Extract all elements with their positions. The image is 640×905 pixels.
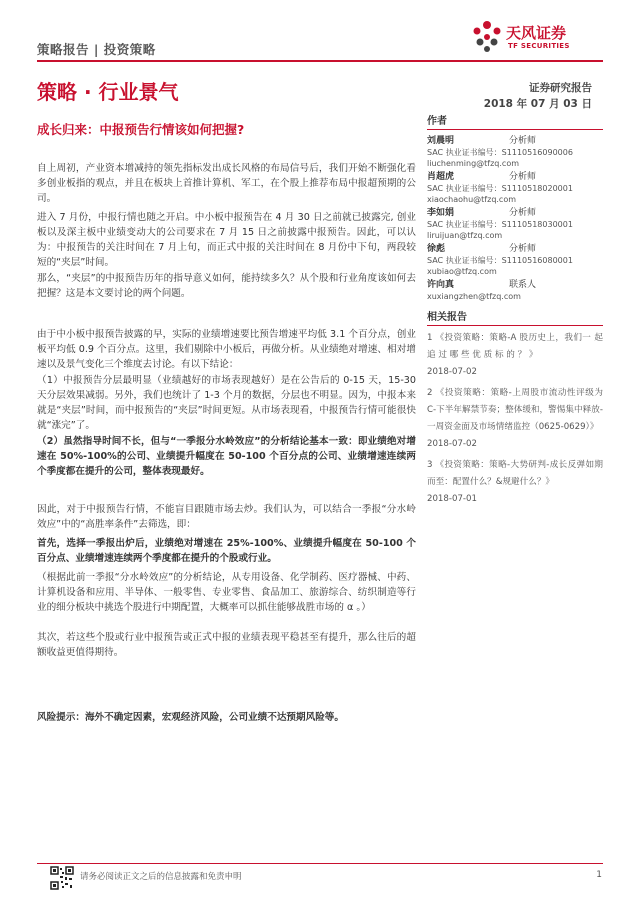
paragraph-first: 首先，选择一季报出炉后，业绩绝对增速在 25%-100%、业绩提升幅度在 50-100 个百分点、业绩增速连续两个季度都在提升的个股或行业。: [37, 538, 416, 564]
authors-section: [427, 112, 603, 310]
paragraph-industries: （根据此前一季报“分水岭效应”的分析结论，从专用设备、化学制药、医疗器械、中药、计算机设备和应用、半导体、一般零售、专业零售、食品加工、旅游综合、纺织制造等行业的细分板块中挑选个股进行中期配置，大概率可以抓住能够战胜市场的 α 。）: [37, 572, 416, 613]
related-report-title: 1 《投资策略：策略-A 股历史上，我们一 起 追 过 哪 些 优 质 标 的 ？ 》: [427, 333, 603, 360]
related-report-item[interactable]: [427, 330, 603, 381]
risk-label: 风险提示：: [37, 712, 85, 723]
author-role: 分析师: [509, 172, 537, 182]
footer-divider: [37, 863, 603, 864]
report-subtitle: 成长归来：中报预告行情该如何把握?: [37, 122, 245, 137]
risk-warning: [37, 709, 344, 723]
paragraph-intro: 自上周初，产业资本增减持的领先指标发出成长风格的布局信号后，我们开始不断强化看多创业板指的观点，并且在板块上首推计算机、军工，在个股上推荐布局中报超预期的公司。: [37, 163, 416, 204]
paragraph-july: 进入 7 月份，中报行情也随之开启。中小板中报预告在 4 月 30 日之前就已披露完, 创业板以及深主板中业绩变动大的公司要求在 7 月 15 日之前披露中报预告。因此，可以认为：中报预告的关注时间在 7 月上旬，而正式中报的关注时间在 8 月份中下旬，两段较短的“夹层”时间。: [37, 212, 416, 268]
author-item: [427, 244, 603, 280]
company-logo: [470, 20, 610, 60]
author-email[interactable]: liuchenming@tfzq.com: [427, 159, 519, 168]
disclaimer-notice: 请务必阅读正文之后的信息披露和免责申明: [80, 872, 242, 882]
related-report-item[interactable]: [427, 385, 603, 453]
author-cert: SAC 执业证书编号：S1110516080001: [427, 256, 573, 265]
author-role: 分析师: [509, 208, 537, 218]
author-cert: SAC 执业证书编号：S1110518020001: [427, 184, 573, 193]
paragraph-analysis: 由于中小板中报预告披露的早，实际的业绩增速要比预告增速平均低 3.1 个百分点，创业板平均低 0.9 个百分点。这里，我们剔除中小板后，再做分析。从业绩绝对增速、相对增速以及景气变化三个维度去讨论。有以下结论：: [37, 329, 416, 370]
author-cert: SAC 执业证书编号：S1110518030001: [427, 220, 573, 229]
author-item: [427, 136, 603, 172]
document-type: 证券研究报告: [529, 82, 592, 94]
author-email[interactable]: liruijuan@tfzq.com: [427, 231, 503, 240]
logo-mark-icon: [470, 20, 504, 54]
related-report-date: 2018-07-02: [427, 367, 477, 377]
qr-code-icon: [50, 866, 74, 890]
author-name: 许向真: [427, 280, 455, 290]
conclusion-1: （1）中报预告分层最明显（业绩越好的市场表现越好）是在公告后的 0-15 天，15-30 天分层效果减弱。另外，我们也统计了 1-3 个月的数据，分层也不明显。因为，中报本来就是“夹层”时间，而中报预告的“夹层”时间更短。从市场表现看，中报预告行情可能很快就“涨完”了。: [37, 375, 416, 431]
author-name: 李如娟: [427, 208, 455, 218]
report-category: 策略报告 | 投资策略: [37, 42, 156, 57]
header-divider: [37, 60, 603, 62]
author-role: 分析师: [509, 244, 537, 254]
author-name: 肖超虎: [427, 172, 455, 182]
related-report-date: 2018-07-02: [427, 439, 477, 449]
author-name: 徐彪: [427, 244, 446, 254]
related-report-title: 3 《投资策略：策略-大势研判-成长反弹如期而至：配置什么？&规避什么？》: [427, 460, 603, 487]
report-title: 策略 · 行业景气: [37, 80, 179, 104]
page-number: 1: [596, 870, 602, 880]
related-heading: 相关报告: [427, 312, 467, 323]
author-role: 联系人: [509, 280, 537, 290]
paragraph-second: 其次，若这些个股或行业中报预告或正式中报的业绩表现平稳甚至有提升，那么往后的超额收益更值得期待。: [37, 632, 416, 658]
author-email[interactable]: xiaochaohu@tfzq.com: [427, 195, 517, 204]
author-item: [427, 208, 603, 244]
paragraph-questions: 那么，“夹层”的中报预告历年的指导意义如何，能持续多久？从个股和行业角度该如何去把握？这是本文要讨论的两个问题。: [37, 273, 416, 299]
author-email[interactable]: xubiao@tfzq.com: [427, 267, 497, 276]
author-item: [427, 172, 603, 208]
paragraph-therefore: 因此，对于中报预告行情，不能盲目跟随市场去炒。我们认为，可以结合一季报“分水岭效应”中的“高胜率条件”去筛选，即：: [37, 504, 416, 530]
risk-text: 海外不确定因素，宏观经济风险，公司业绩不达预期风险等。: [84, 712, 344, 723]
author-email[interactable]: xuxiangzhen@tfzq.com: [427, 292, 521, 301]
logo-name-en: TF SECURITIES: [508, 42, 570, 50]
author-name: 刘晨明: [427, 136, 455, 146]
related-report-item[interactable]: [427, 457, 603, 508]
authors-heading: 作者: [427, 116, 447, 127]
author-cert: SAC 执业证书编号：S1110516090006: [427, 148, 573, 157]
author-role: 分析师: [509, 136, 537, 146]
related-report-date: 2018-07-01: [427, 494, 477, 504]
related-report-title: 2 《投资策略：策略-上周股市流动性评级为 C-下半年解禁节奏；整体缓和，警惕集中释放-一周资金面及市场情绪监控（0625-0629）》: [427, 388, 603, 432]
related-divider: [427, 325, 603, 326]
logo-name-cn: 天风证券: [506, 24, 567, 42]
report-date: 2018 年 07 月 03 日: [483, 98, 592, 110]
related-reports-section: [427, 308, 603, 512]
conclusion-2: （2）虽然指导时间不长，但与“一季报分水岭效应”的分析结论基本一致：即业绩绝对增速在 50%-100%的公司、业绩提升幅度在 50-100 个百分点的公司、业绩增速连续两个季度都在提升的公司，整体表现最好。: [37, 436, 416, 477]
